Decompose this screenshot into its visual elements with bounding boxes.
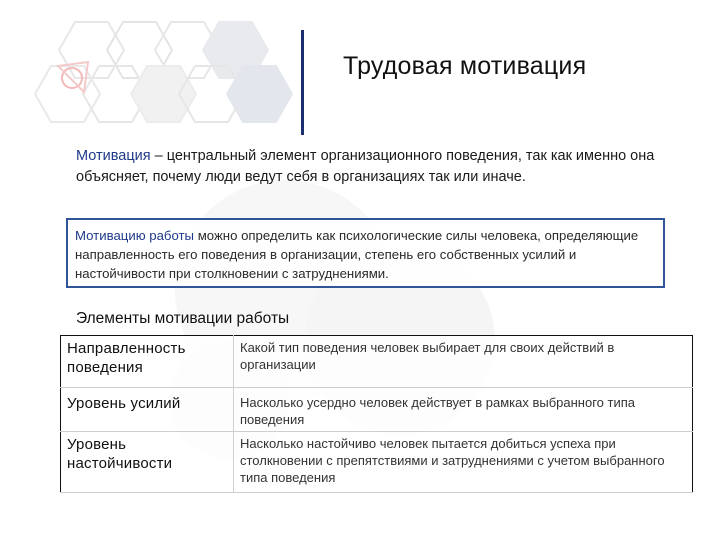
title-divider [301, 30, 304, 135]
callout-term: Мотивацию работы [75, 228, 195, 243]
table-row [61, 432, 693, 493]
element-description: Какой тип поведения человек выбирает для своих действий в организации [234, 336, 693, 388]
slide-title: Трудовая мотивация [343, 52, 587, 80]
element-description: Насколько настойчиво человек пытается добиться успеха при столкновении с препятствиями и затруднениями с учетом выбранного типа поведения [234, 432, 693, 493]
intro-text: – центральный элемент организационного поведения, так как именно она объясняет, почему люди ведут себя в организациях так или иначе. [76, 148, 655, 185]
element-name: Уровень настойчивости [61, 432, 234, 493]
callout-text: можно определить как психологические силы человека, определяющие направленность его поведения в организации, степень его собственных усилий и настойчивости при столкновении с затруднениями. [75, 228, 639, 281]
element-name: Направленность поведения [61, 336, 234, 388]
intro-paragraph [76, 146, 676, 188]
intro-term: Мотивация [76, 148, 151, 164]
definition-callout [66, 218, 665, 288]
elements-heading: Элементы мотивации работы [76, 310, 290, 327]
table-row [61, 336, 693, 388]
table-row [61, 388, 693, 432]
element-description: Насколько усердно человек действует в рамках выбранного типа поведения [234, 388, 693, 432]
element-name: Уровень усилий [61, 388, 234, 432]
elements-table [60, 335, 693, 493]
